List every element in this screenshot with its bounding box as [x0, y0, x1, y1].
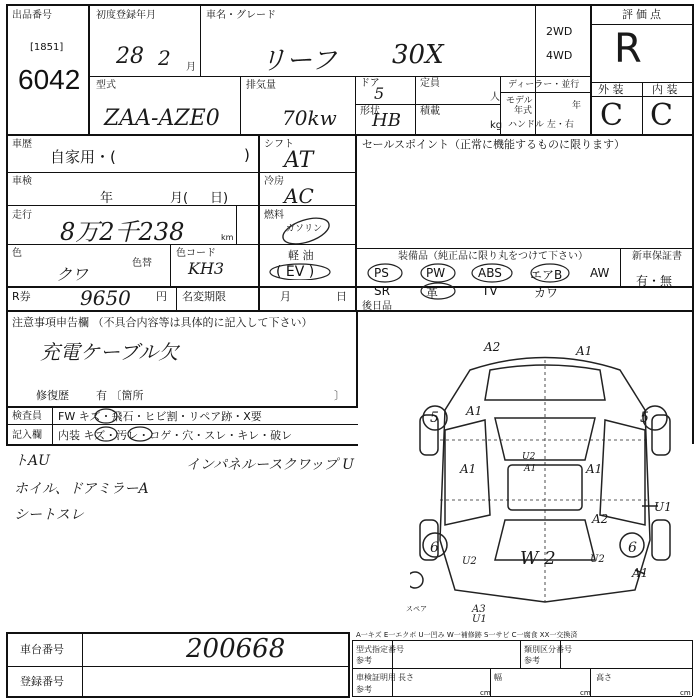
length-label: 長さ	[398, 673, 414, 682]
model-label: 型式	[96, 80, 116, 91]
width-label: 幅	[494, 673, 502, 682]
opt-leather: 革	[426, 286, 439, 300]
lot-sub: [1851]	[30, 42, 64, 53]
div-v-disp	[240, 76, 241, 134]
recycle-fee: 9650	[80, 286, 131, 310]
div-v-reg	[200, 4, 201, 76]
div-chassis-v	[82, 632, 83, 698]
frame-right	[692, 4, 694, 444]
bt-right	[692, 640, 693, 696]
dmg-a1-door-l: A1	[460, 462, 477, 476]
opt-abs: ABS	[478, 266, 502, 280]
dmg-u2-rear-l: U2	[462, 556, 477, 567]
notes-label: 注意事項申告欄 （不具合内容等は具体的に記入して下さい）	[12, 316, 313, 329]
frame-left	[6, 4, 8, 444]
opt-aw: AW	[590, 266, 610, 280]
div-v-newreg	[620, 248, 621, 288]
ref2-label: 参考	[524, 656, 540, 665]
recycle-label: R券	[12, 290, 31, 303]
after-date-label: 後日品	[362, 301, 392, 312]
dmg-a2-front: A2	[484, 340, 501, 354]
lot-label: 出品番号	[12, 10, 52, 21]
new-reg-choices: 有・無	[636, 274, 673, 288]
color-label: 色	[12, 248, 22, 259]
exterior-label: 外 装	[598, 83, 624, 96]
remark-1: トAU	[14, 453, 50, 469]
cert-label: 車検証明用	[356, 673, 396, 682]
inspection-label: 車検	[12, 176, 32, 187]
opt-tv: TV	[482, 284, 498, 298]
km-unit: km	[221, 233, 234, 242]
dmg-u2-roof: U2	[522, 452, 536, 462]
opt-sr: SR	[374, 284, 390, 298]
fuel-circle-marks	[262, 210, 342, 280]
div-v-rken	[176, 286, 177, 310]
dmg-u1-rear: U1	[472, 614, 487, 625]
inspector-label: 検査員	[12, 411, 42, 422]
first-reg-year: 28	[116, 44, 144, 69]
dmg-a1-rear-r: A1	[632, 566, 649, 580]
fuel-label: 燃料	[264, 210, 284, 221]
new-reg-label: 新車保証書	[632, 251, 682, 262]
interior-label: 内 装	[652, 83, 678, 96]
category-label: 類別区分番号	[524, 645, 572, 654]
lot-number: 6042	[18, 64, 81, 95]
dmg-a3-rear: A3	[472, 604, 486, 615]
overall-grade: R	[614, 26, 642, 72]
div-v-km	[236, 205, 237, 245]
bt-v2	[520, 640, 521, 668]
div-v-door	[355, 76, 356, 134]
history-label: 車歴	[12, 139, 32, 150]
notes-text: 充電ケーブル欠	[40, 340, 179, 364]
kg-unit: kg	[490, 120, 503, 131]
dmg-6-left: 6	[430, 540, 439, 556]
cm-unit-2: cm	[580, 689, 591, 697]
handle-label: ハンドル 左・右	[508, 120, 574, 130]
bt-mid	[352, 668, 692, 669]
div-h-grade	[590, 24, 694, 25]
damage-legend: A一キズ E一エクボ U一凹み W一補修跡 S一サビ C一腐食 XX一交換済	[356, 631, 578, 639]
div-h-main	[6, 134, 694, 136]
insp-month: 月(	[170, 191, 189, 206]
color-value: クワ	[56, 265, 89, 284]
height-label: 高さ	[596, 673, 612, 682]
opt-pw: PW	[426, 266, 446, 280]
ac-label: 冷房	[264, 176, 284, 187]
opt-airbag: エアB	[530, 268, 563, 282]
capacity-label: 定員	[420, 78, 440, 89]
dmg-w2-rear: W 2	[520, 548, 556, 569]
color-code: KH3	[188, 259, 225, 278]
repair-label: 修復歴	[36, 389, 69, 402]
div-v-lot	[88, 4, 90, 134]
model-year-label: モデル	[506, 96, 533, 106]
shift-label: シフト	[264, 139, 294, 150]
model-code: ZAA-AZE0	[104, 106, 220, 131]
history-close: )	[244, 146, 250, 164]
div-h-shape	[355, 104, 500, 105]
interior-row: 内装 キズ・汚レ・コゲ・穴・スレ・キレ・破レ	[58, 429, 293, 442]
div-chassis-left	[6, 632, 8, 698]
div-h-dealer	[500, 92, 592, 93]
remark-4: インパネルースクワップ U	[186, 457, 354, 473]
chassis-number: 200668	[186, 634, 286, 664]
div-chassis-top	[6, 632, 350, 634]
opt-nav: カワ	[534, 286, 559, 300]
insp-day: 日)	[210, 191, 229, 206]
div-chassis-mid	[6, 666, 350, 667]
interior-grade: C	[650, 98, 673, 133]
div-v-mid	[355, 134, 357, 310]
swap-label: 色替	[132, 258, 152, 269]
div-v-left	[258, 134, 260, 310]
dealer-label: ディーラー・並行	[508, 80, 580, 90]
fuel-light: 軽 油	[288, 249, 314, 262]
nc-day: 日	[336, 290, 347, 303]
dmg-a1-door-r: A1	[586, 462, 603, 476]
yen-unit: 円	[156, 290, 167, 303]
year-type-label: 年式	[514, 106, 533, 116]
ref3-label: 参考	[356, 685, 372, 694]
repair-close: 〕	[334, 389, 345, 402]
spare-label: スペア	[406, 605, 427, 613]
door-label: ドア	[360, 78, 380, 89]
cm-unit-3: cm	[680, 689, 691, 697]
remark-2: ホイル、ドアミラーA	[14, 481, 149, 497]
disp-label: 排気量	[246, 80, 276, 91]
grade: 30X	[392, 40, 444, 70]
div-h-opt	[356, 248, 694, 249]
fuel-gasoline: ガソリン	[286, 224, 323, 234]
equipment-label: 装備品（純正品に限り丸をつけて下さい）	[398, 251, 588, 262]
displacement: 70kw	[282, 106, 337, 130]
div-h-r5	[6, 310, 694, 312]
dmg-a2-right: A2	[592, 512, 609, 526]
cm-unit-1: cm	[480, 689, 491, 697]
div-v-insp	[52, 406, 53, 444]
div-v-color	[170, 244, 171, 286]
doors: 5	[374, 84, 385, 103]
ac-value: AC	[284, 184, 314, 208]
history-value: 自家用・(	[50, 148, 116, 166]
dmg-u1-right: U1	[654, 500, 672, 514]
dmg-5-left: 5	[430, 410, 439, 426]
person-unit: 人	[490, 92, 500, 103]
drive-4wd: 4WD	[546, 49, 573, 62]
grade-label: 評価点	[622, 8, 664, 21]
div-chassis-right	[348, 632, 350, 698]
shift-value: AT	[284, 148, 314, 173]
div-h-model	[88, 76, 592, 77]
dmg-5-right: 5	[640, 410, 649, 426]
color-code-label: 色コード	[176, 248, 216, 259]
ref1-label: 参考	[356, 656, 372, 665]
dmg-a1-front: A1	[576, 344, 593, 358]
reg-number-label: 登録番号	[20, 675, 64, 688]
div-v-notes	[356, 312, 358, 406]
div-v-drive	[535, 4, 536, 134]
car-name-label: 車名・グレード	[206, 10, 276, 21]
month-unit: 月	[186, 62, 196, 73]
div-v-cap	[415, 76, 416, 134]
insp-year: 年	[100, 191, 114, 206]
div-h-insp3	[6, 444, 358, 446]
repair-value: 有 〔箇所	[96, 389, 144, 402]
bt-left	[352, 640, 353, 696]
designation-label: 型式指定番号	[356, 645, 404, 654]
dmg-a1-roof: A1	[524, 464, 537, 474]
shape: HB	[372, 110, 401, 131]
bt-bot	[352, 696, 692, 697]
opt-ps: PS	[374, 266, 389, 280]
option-circles	[360, 262, 620, 302]
div-v-int	[642, 82, 643, 134]
drive-2wd: 2WD	[546, 25, 573, 38]
first-reg-label: 初度登録年月	[96, 10, 156, 21]
record-label: 記入欄	[12, 430, 42, 441]
first-reg-month: 2	[158, 46, 171, 70]
load-label: 積載	[420, 106, 440, 117]
name-change-label: 名変期限	[182, 290, 226, 303]
year-unit: 年	[572, 101, 582, 111]
remark-3: シートスレ	[14, 507, 84, 523]
sales-points-label: セールスポイント（正常に機能するものに限ります）	[362, 138, 626, 151]
div-chassis-bottom	[6, 696, 350, 698]
dmg-6-right: 6	[628, 540, 637, 556]
exterior-grade: C	[600, 98, 623, 133]
insp-circles	[80, 408, 200, 444]
mileage-label: 走行	[12, 210, 32, 221]
fuel-ev: ( EV )	[276, 264, 315, 280]
shape-label: 形状	[360, 106, 380, 117]
mileage: 8万2千238	[60, 218, 185, 246]
dmg-a1-left: A1	[466, 404, 483, 418]
car-name: リーフ	[260, 46, 337, 76]
chassis-label: 車台番号	[20, 643, 64, 656]
dmg-u2-rear-r: U2	[590, 554, 605, 565]
fw-row: FW キズ・飛石・ヒビ割・リペア跡・X要	[58, 410, 262, 423]
nc-month: 月	[280, 290, 291, 303]
